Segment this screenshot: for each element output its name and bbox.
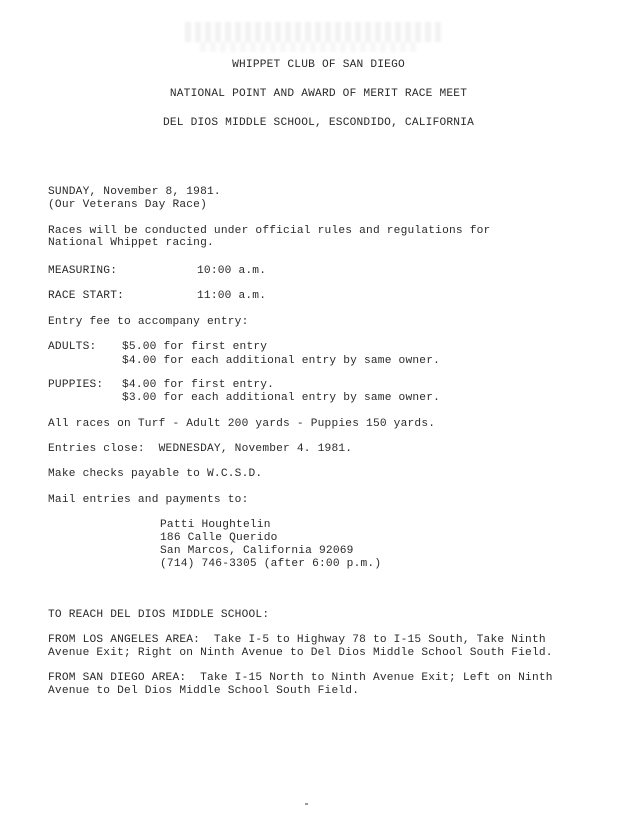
paper-speck: [305, 803, 308, 805]
race-start-time: 11:00 a.m.: [197, 290, 267, 302]
turf-distances: All races on Turf - Adult 200 yards - Puppies 150 yards.: [48, 418, 436, 430]
event-subtitle: (Our Veterans Day Race): [48, 199, 208, 211]
directions-sd-line-1: FROM SAN DIEGO AREA: Take I-15 North to Ninth Avenue Exit; Left on Ninth: [48, 672, 553, 684]
rules-line-1: Races will be conducted under official rules and regulations for: [48, 225, 491, 237]
directions-heading: TO REACH DEL DIOS MIDDLE SCHOOL:: [48, 609, 270, 621]
event-title: NATIONAL POINT AND AWARD OF MERIT RACE MEET: [169, 88, 468, 100]
address-street: 186 Calle Querido: [160, 532, 278, 544]
measuring-label: MEASURING:: [48, 265, 118, 277]
adults-first-entry: $5.00 for first entry: [122, 341, 268, 353]
directions-la-line-2: Avenue Exit; Right on Ninth Avenue to Del Dios Middle School South Field.: [48, 647, 553, 659]
race-start-label: RACE START:: [48, 290, 125, 302]
checks-payable: Make checks payable to W.C.S.D.: [48, 468, 263, 480]
entry-fee-line: Entry fee to accompany entry:: [48, 316, 249, 328]
event-date: SUNDAY, November 8, 1981.: [48, 186, 221, 198]
rules-line-2: National Whippet racing.: [48, 237, 214, 249]
puppies-first-entry: $4.00 for first entry.: [122, 379, 275, 391]
entries-close: Entries close: WEDNESDAY, November 4. 1981.: [48, 443, 353, 455]
measuring-time: 10:00 a.m.: [197, 265, 267, 277]
event-location: DEL DIOS MIDDLE SCHOOL, ESCONDIDO, CALIFORNIA: [162, 117, 475, 129]
address-phone: (714) 746-3305 (after 6:00 p.m.): [160, 558, 382, 570]
puppies-additional-entry: $3.00 for each additional entry by same owner.: [122, 392, 441, 404]
address-city: San Marcos, California 92069: [160, 545, 354, 557]
mail-entries: Mail entries and payments to:: [48, 494, 249, 506]
directions-sd-line-2: Avenue to Del Dios Middle School South Field.: [48, 685, 360, 697]
adults-label: ADULTS:: [48, 341, 97, 353]
directions-la-line-1: FROM LOS ANGELES AREA: Take I-5 to Highway 78 to I-15 South, Take Ninth: [48, 634, 546, 646]
club-name: WHIPPET CLUB OF SAN DIEGO: [232, 59, 405, 71]
adults-additional-entry: $4.00 for each additional entry by same owner.: [122, 355, 441, 367]
puppies-label: PUPPIES:: [48, 379, 104, 391]
bleed-through-smudge: [200, 42, 420, 52]
address-name: Patti Houghtelin: [160, 519, 271, 531]
bleed-through-smudge: [185, 22, 445, 42]
